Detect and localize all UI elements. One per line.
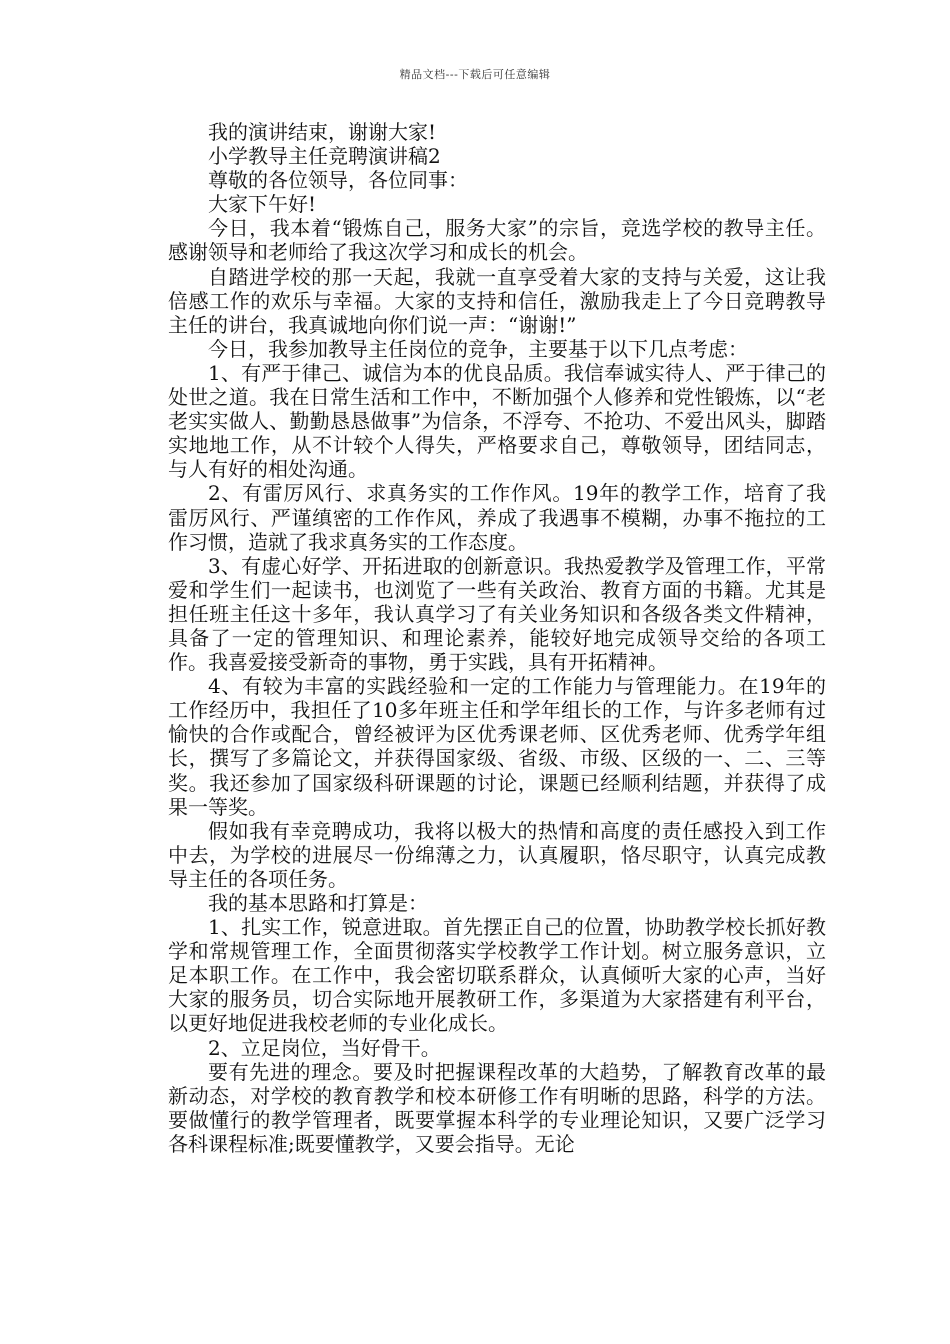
document-body: [168, 120, 826, 1156]
page-header: 精品文档---下载后可任意编辑: [399, 68, 551, 81]
paragraph: 要有先进的理念。要及时把握课程改革的大趋势，了解教育改革的最新动态，对学校的教育教学和校本研修工作有明晰的思路，科学的方法。要做懂行的教学管理者，既要掌握本科学的专业理论知识，又要广泛学习各科课程标准;既要懂教学，又要会指导。无论: [168, 1059, 826, 1156]
paragraph: 今日，我参加教导主任岗位的竞争，主要基于以下几点考虑：: [208, 336, 748, 361]
paragraph: 假如我有幸竞聘成功，我将以极大的热情和高度的责任感投入到工作中去，为学校的进展尽一份绵薄之力，认真履职，恪尽职守，认真完成教导主任的各项任务。: [168, 818, 826, 891]
paragraph-salutation: 尊敬的各位领导，各位同事：: [208, 168, 468, 193]
paragraph: 自踏进学校的那一天起，我就一直享受着大家的支持与关爱，这让我倍感工作的欢乐与幸福。大家的支持和信任，激励我走上了今日竞聘教导主任的讲台，我真诚地向你们说一声：“谢谢!”: [168, 264, 826, 337]
paragraph-greeting: 大家下午好!: [208, 192, 317, 217]
paragraph: 3、有虚心好学、开拓进取的创新意识。我热爱教学及管理工作，平常爱和学生们一起读书，也浏览了一些有关政治、教育方面的书籍。尤其是担任班主任这十多年，我认真学习了有关业务知识和各级各类文件精神，具备了一定的管理知识、和理论素养，能较好地完成领导交给的各项工作。我喜爱接受新奇的事物，勇于实践，具有开拓精神。: [168, 553, 826, 675]
paragraph: 今日，我本着“锻炼自己，服务大家”的宗旨，竞选学校的教导主任。感谢领导和老师给了我这次学习和成长的机会。: [168, 216, 826, 265]
paragraph: 2、立足岗位，当好骨干。: [208, 1035, 441, 1060]
paragraph-title: 小学教导主任竞聘演讲稿2: [208, 144, 441, 169]
paragraph: 我的基本思路和打算是：: [208, 891, 428, 915]
paragraph: 4、有较为丰富的实践经验和一定的工作能力与管理能力。在19年的工作经历中，我担任了10多年班主任和学年组长的工作，与许多老师有过愉快的合作或配合，曾经被评为区优秀课老师、区优秀老师、优秀学年组长，撰写了多篇论文，并获得国家级、省级、市级、区级的一、二、三等奖。我还参加了国家级科研课题的讨论，课题已经顺利结题，并获得了成果一等奖。: [168, 674, 826, 819]
paragraph: 2、有雷厉风行、求真务实的工作作风。19年的教学工作，培育了我雷厉风行、严谨缜密的工作作风，养成了我遇事不模糊，办事不拖拉的工作习惯，造就了我求真务实的工作态度。: [168, 481, 826, 554]
paragraph: 1、扎实工作，锐意进取。首先摆正自己的位置，协助教学校长抓好教学和常规管理工作，全面贯彻落实学校教学工作计划。树立服务意识，立足本职工作。在工作中，我会密切联系群众，认真倾听大家的心声，当好大家的服务员，切合实际地开展教研工作，多渠道为大家搭建有利平台，以更好地促进我校老师的专业化成长。: [168, 915, 826, 1036]
paragraph: 1、有严于律己、诚信为本的优良品质。我信奉诚实待人、严于律己的处世之道。我在日常生活和工作中，不断加强个人修养和党性锻炼，以“老老实实做人、勤勤恳恳做事”为信条，不浮夸、不抢功、不爱出风头，脚踏实地地工作，从不计较个人得失，严格要求自己，尊敬领导，团结同志，与人有好的相处沟通。: [168, 360, 826, 482]
paragraph-closing: 我的演讲结束，谢谢大家!: [208, 120, 437, 144]
